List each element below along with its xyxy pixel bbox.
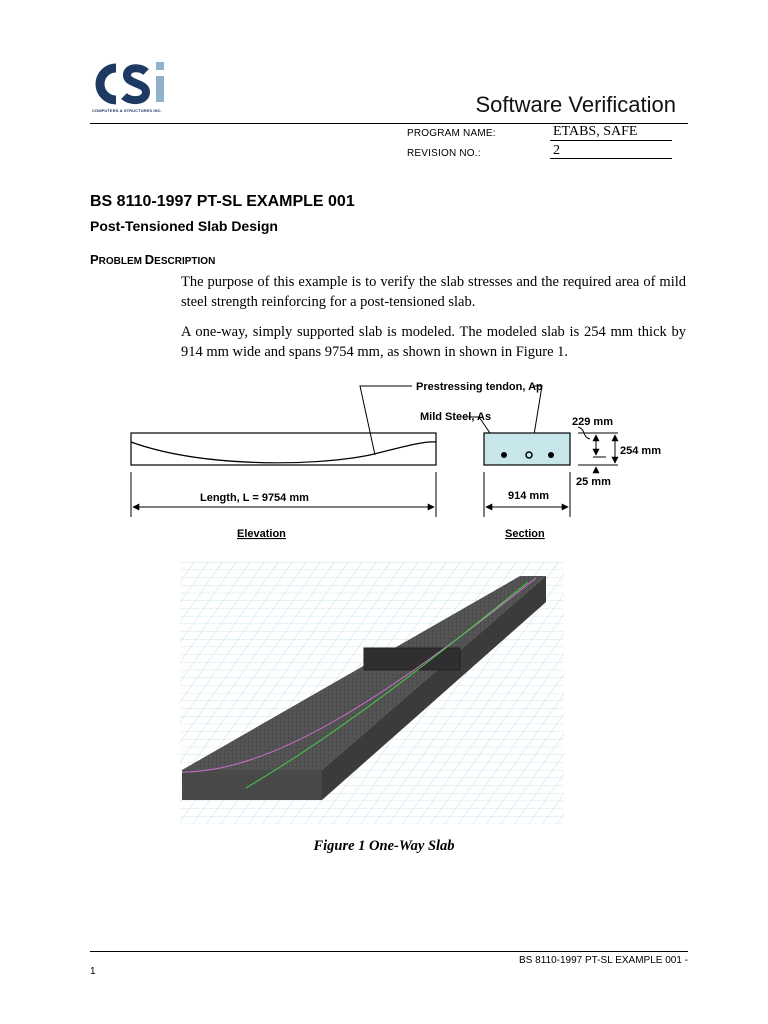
- cut-section-box: [364, 648, 460, 670]
- section-view: [484, 416, 661, 540]
- revision-value: 2: [553, 143, 560, 158]
- description-paragraph-2: A one-way, simply supported slab is modeled. The modeled slab is 254 mm thick by 914 mm wide and spans 9754 mm, as shown in shown in Figure 1.: [181, 324, 686, 360]
- document-title: Software Verification: [475, 92, 676, 117]
- slab-diagram: [120, 375, 680, 547]
- mild-steel-bar: [501, 452, 507, 458]
- dim-254-label: 254 mm: [620, 445, 661, 457]
- footer-text: BS 8110-1997 PT-SL EXAMPLE 001 -: [519, 955, 688, 966]
- dim-25-label: 25 mm: [576, 476, 611, 488]
- logo-subtext: COMPUTERS & STRUCTURES INC.: [92, 108, 162, 113]
- section-label: Section: [505, 528, 545, 540]
- elevation-slab: [131, 433, 436, 465]
- program-name-value: ETABS, SAFE: [553, 124, 638, 139]
- revision-label: REVISION NO.:: [407, 148, 481, 159]
- slab-front-mesh: [182, 770, 322, 800]
- example-title: BS 8110-1997 PT-SL EXAMPLE 001: [90, 193, 355, 210]
- width-label: 914 mm: [508, 490, 549, 502]
- mild-steel-bar-2: [548, 452, 554, 458]
- figure-caption: Figure 1 One-Way Slab: [313, 838, 455, 854]
- heading-initial-p: P: [90, 252, 99, 267]
- dim-229-label: 229 mm: [572, 416, 613, 428]
- program-name-underline: [550, 140, 672, 141]
- slab-3d-model-image: [180, 562, 564, 824]
- elevation-view: [131, 433, 436, 540]
- elevation-label: Elevation: [237, 528, 286, 540]
- problem-description-heading: [90, 252, 215, 267]
- section-slab: [484, 433, 570, 465]
- footer-page-number: 1: [90, 966, 96, 977]
- heading-rest-2: ESCRIPTION: [154, 256, 216, 267]
- footer-divider: [90, 951, 688, 952]
- mild-steel-label: Mild Steel, As: [420, 411, 492, 423]
- program-name-label: PROGRAM NAME:: [407, 128, 496, 139]
- heading-rest-1: ROBLEM: [98, 256, 145, 267]
- description-paragraph-1: The purpose of this example is to verify the slab stresses and the required area of mild steel strength reinforcing for a post-tensioned slab.: [181, 274, 686, 310]
- revision-underline: [550, 158, 672, 159]
- length-label: Length, L = 9754 mm: [200, 492, 309, 504]
- tendon-label: Prestressing tendon, Ap: [416, 381, 543, 393]
- heading-initial-d: D: [144, 252, 155, 267]
- example-subtitle: Post-Tensioned Slab Design: [90, 218, 278, 234]
